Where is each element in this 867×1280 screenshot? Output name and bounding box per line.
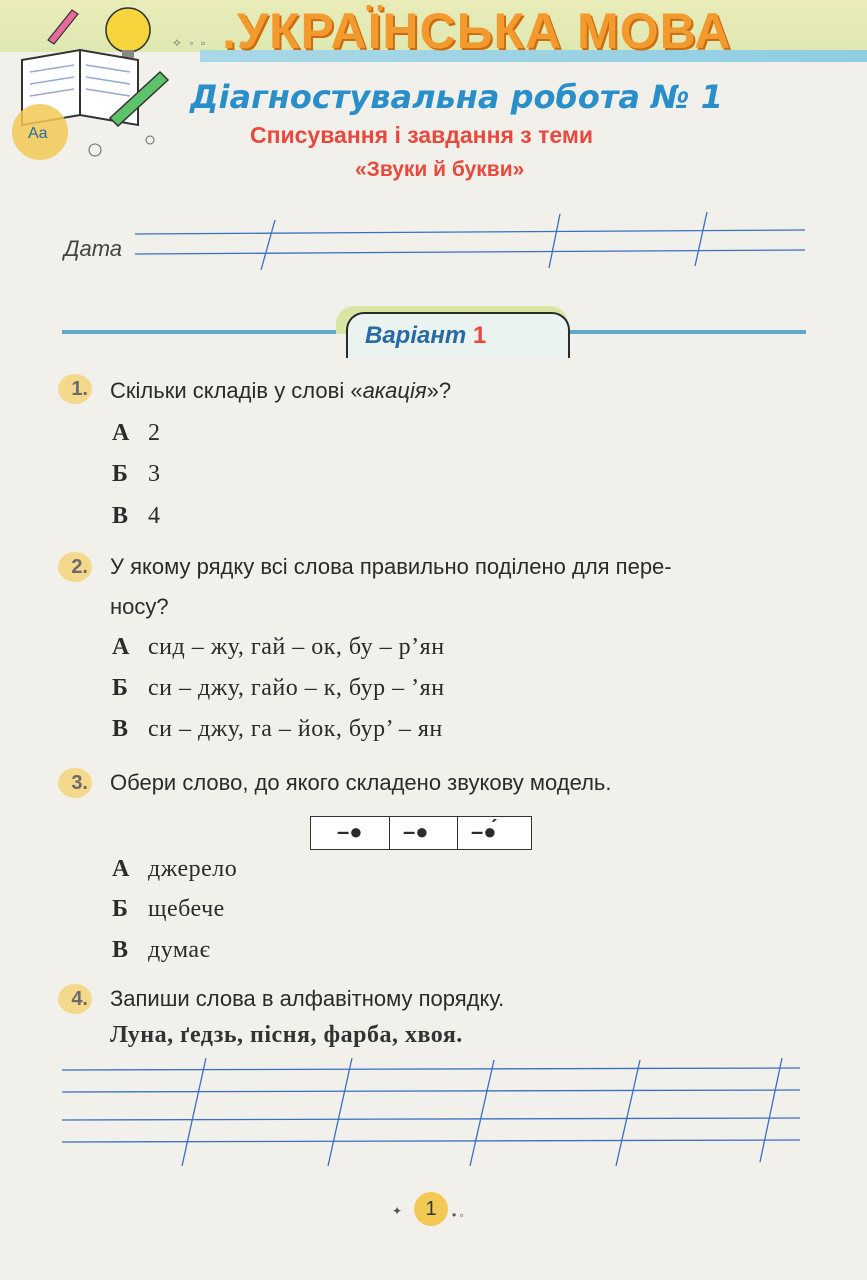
- variant-number: 1: [472, 322, 487, 349]
- syllable-cell-3: –●́: [471, 819, 497, 844]
- topic-line2: «Звуки й букви»: [355, 158, 525, 181]
- question-4-number: 4.: [58, 984, 92, 1014]
- question-2-option-c[interactable]: В си – джу, га – йок, бур’ – ян: [112, 716, 443, 742]
- question-1-option-b[interactable]: Б 3: [112, 461, 161, 487]
- question-2-number: 2.: [58, 552, 92, 582]
- syllable-cell-1: –●: [311, 817, 390, 849]
- variant-label: [365, 322, 486, 350]
- question-4-text: Запиши слова в алфавітному порядку.: [110, 986, 505, 1011]
- question-1-text: Скільки складів у слові «акація»?: [110, 378, 452, 403]
- sound-model-scheme: [310, 816, 532, 850]
- page-decoration-right: • ◦: [452, 1208, 464, 1222]
- question-2-option-b[interactable]: Б си – джу, гайо – к, бур – ’ян: [112, 675, 445, 701]
- question-1-option-c[interactable]: В 4: [112, 503, 161, 529]
- topic-line1: Списування і завдання з теми: [250, 122, 594, 148]
- date-writing-lines[interactable]: [135, 210, 810, 270]
- question-3-option-b[interactable]: Б щебече: [112, 896, 225, 922]
- work-title: Діагностувальна робота № 1: [190, 78, 724, 116]
- question-2-text-line1: У якому рядку всі слова правильно поділено для пере-: [110, 554, 672, 579]
- question-3-option-c[interactable]: В думає: [112, 937, 211, 963]
- svg-text:Aa: Aa: [28, 125, 48, 142]
- question-3-text: Обери слово, до якого складено звукову модель.: [110, 770, 612, 795]
- answer-writing-lines[interactable]: [62, 1058, 802, 1168]
- question-2-text-line2: носу?: [110, 594, 169, 619]
- subject-title: .УКРАЇНСЬКА МОВА: [222, 3, 732, 59]
- book-illustration: [0, 0, 175, 170]
- page-decoration-left: ✦: [392, 1204, 403, 1218]
- page-number: 1: [414, 1192, 448, 1226]
- question-3-number: 3.: [58, 768, 92, 798]
- question-1-number: 1.: [58, 374, 92, 404]
- question-3-option-a[interactable]: А джерело: [112, 856, 238, 882]
- question-2-option-a[interactable]: А сид – жу, гай – ок, бу – р’ян: [112, 634, 445, 660]
- syllable-cell-2: –●: [389, 817, 458, 849]
- lightbulb-icon: [106, 8, 150, 52]
- variant-word: Варіант: [365, 322, 467, 349]
- question-4-sentence: Луна, ґедзь, пісня, фарба, хвоя.: [110, 1022, 463, 1048]
- decorative-dots: ✧ ◦ ▫: [172, 36, 208, 50]
- question-1-option-a[interactable]: А 2: [112, 420, 161, 446]
- date-label: Дата: [64, 236, 123, 261]
